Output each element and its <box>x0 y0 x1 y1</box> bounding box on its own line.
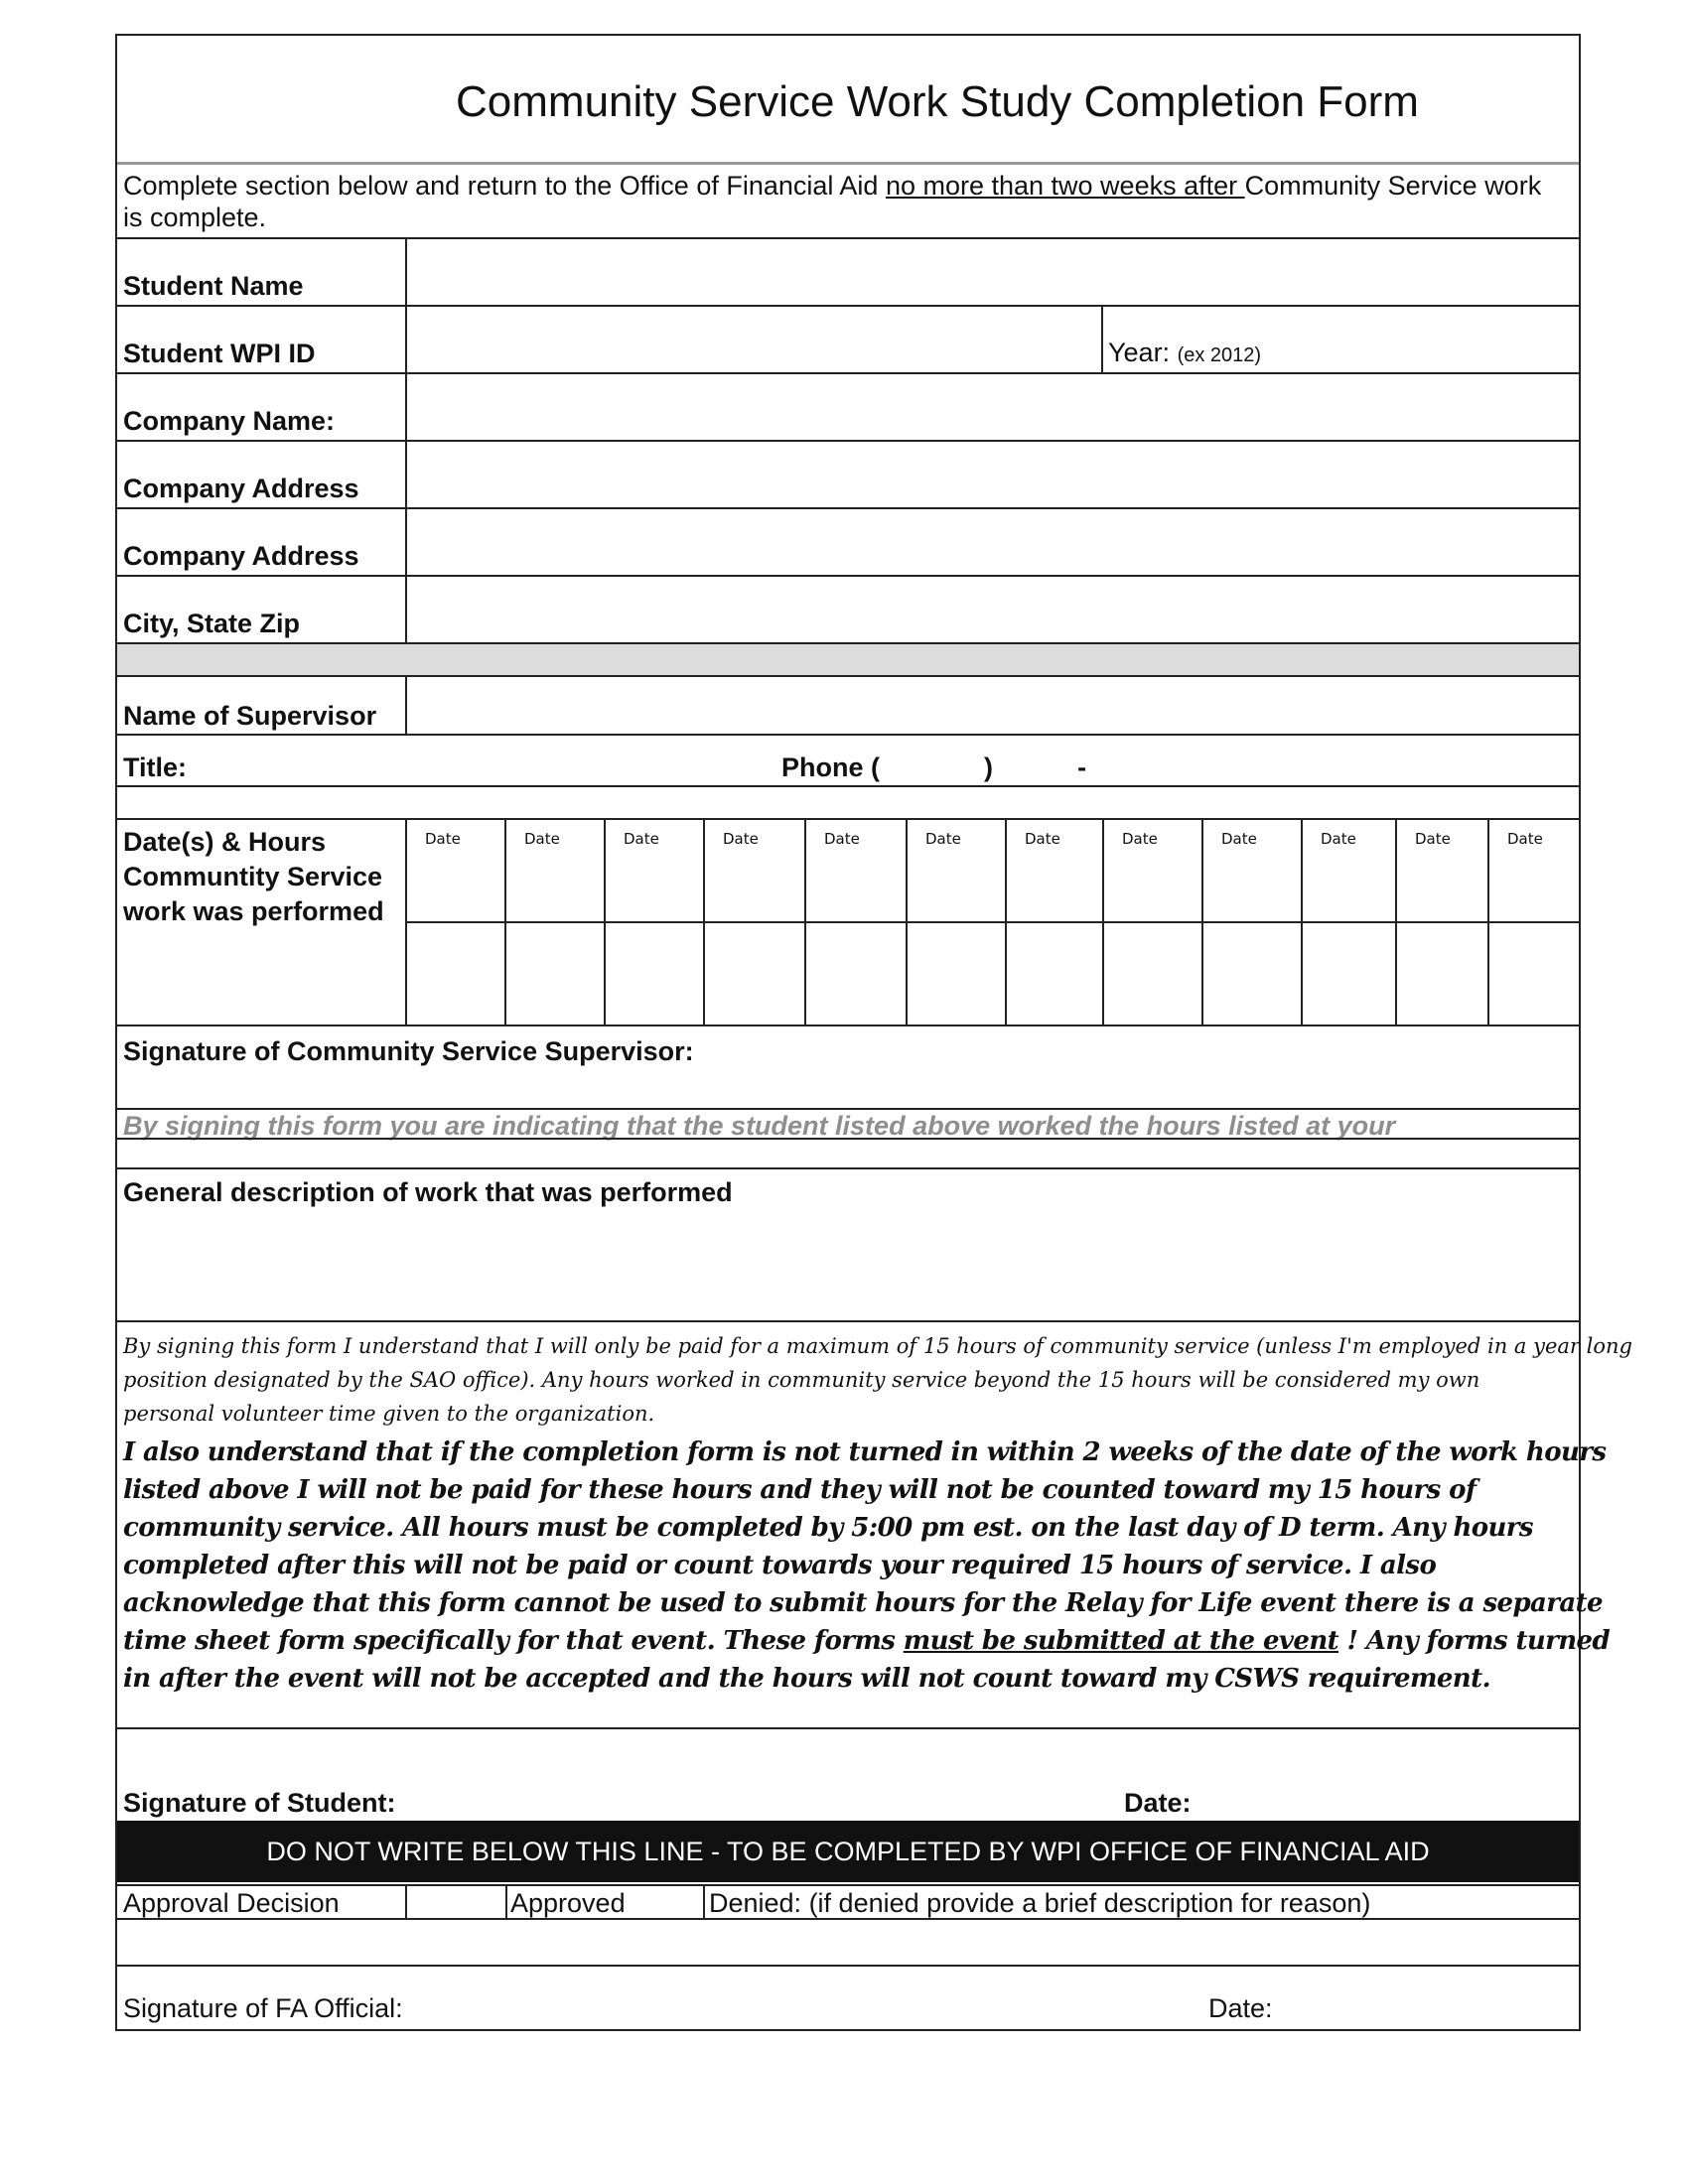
terms-line: personal volunteer time given to the organization. <box>123 1402 655 1426</box>
hours-cell[interactable] <box>705 923 802 1023</box>
company-name-field[interactable] <box>407 374 1579 439</box>
hours-cell[interactable] <box>1489 923 1577 1023</box>
section-separator <box>117 644 1579 675</box>
date-cell-label: Date <box>1415 830 1451 848</box>
completion-form <box>115 34 1632 2031</box>
form-title: Community Service Work Study Completion Form <box>456 77 1419 126</box>
divider <box>505 1884 507 1918</box>
phone-field[interactable] <box>781 752 1086 783</box>
date-cell[interactable] <box>1104 820 1199 919</box>
phone-close: ) <box>984 752 994 782</box>
hours-cell[interactable] <box>606 923 701 1023</box>
student-date-label: Date: <box>1124 1788 1192 1818</box>
year-field[interactable] <box>1108 338 1261 368</box>
terms-line: By signing this form I understand that I will only be paid for a maximum of 15 hours of community service (unless I'm employed in a year long <box>123 1334 1632 1358</box>
date-cell-label: Date <box>1122 830 1158 848</box>
company-address-field[interactable] <box>407 442 1579 506</box>
intro-line2: is complete. <box>123 203 267 232</box>
fa-date-field[interactable] <box>1279 1970 1567 2024</box>
intro-part1: Complete section below and return to the Office of Financial Aid <box>123 171 886 201</box>
date-cell-label: Date <box>1025 830 1060 848</box>
hours-cell[interactable] <box>506 923 602 1023</box>
title-divider <box>117 162 1579 165</box>
date-cell-label: Date <box>925 830 961 848</box>
approved-option[interactable]: Approved <box>510 1888 626 1918</box>
divider <box>1101 305 1103 372</box>
approval-decision-label: Approval Decision <box>123 1888 340 1918</box>
date-cell[interactable] <box>506 820 602 919</box>
year-hint: (ex 2012) <box>1177 344 1262 366</box>
intro-underlined: no more than two weeks after <box>885 171 1245 201</box>
year-label: Year: <box>1108 338 1171 367</box>
date-cell[interactable] <box>1007 820 1100 919</box>
divider <box>117 1024 1579 1026</box>
divider <box>117 1167 1579 1169</box>
terms-bold-line: completed after this will not be paid or count towards your required 15 hours of service. I also <box>123 1551 1437 1580</box>
date-cell[interactable] <box>705 820 802 919</box>
hours-cell[interactable] <box>806 923 904 1023</box>
date-row-divider <box>405 921 1579 923</box>
terms-line6-b: ! Any forms turned <box>1338 1626 1611 1656</box>
phone-dash: - <box>1077 752 1087 782</box>
terms-bold-line: in after the event will not be accepted and the hours will not count toward my CSWS requirement. <box>123 1664 1490 1694</box>
terms-bold-line <box>123 1622 1610 1660</box>
terms-bold-line: acknowledge that this form cannot be used to submit hours for the Relay for Life event there is a separate <box>123 1588 1603 1618</box>
divider <box>405 1884 407 1918</box>
dates-label <box>123 825 384 929</box>
supervisor-name-field[interactable] <box>407 677 1579 734</box>
date-cell-label: Date <box>1321 830 1356 848</box>
date-cell[interactable] <box>407 820 502 919</box>
hours-cell[interactable] <box>1203 923 1299 1023</box>
title-field[interactable] <box>236 736 753 783</box>
date-cell[interactable] <box>908 820 1003 919</box>
title-label: Title: <box>123 752 188 782</box>
date-cell-label: Date <box>1221 830 1257 848</box>
date-cell-label: Date <box>425 830 461 848</box>
terms-bold <box>123 1433 1610 1698</box>
office-use-banner: DO NOT WRITE BELOW THIS LINE - TO BE COMPLETED BY WPI OFFICE OF FINANCIAL AID <box>117 1821 1579 1882</box>
denial-reason-field[interactable] <box>123 1920 1573 1963</box>
student-id-field[interactable] <box>407 307 1102 371</box>
terms-line: position designated by the SAO office). Any hours worked in community service beyond the 15 hours will be considered my own <box>123 1368 1480 1392</box>
company-address-2-field[interactable] <box>407 509 1579 574</box>
student-name-label: Student Name <box>123 271 304 301</box>
terms-bold-line: community service. All hours must be completed by 5:00 pm est. on the last day of D term. Any hours <box>123 1513 1533 1543</box>
city-state-zip-label: City, State Zip <box>123 609 301 638</box>
approval-checkbox[interactable] <box>408 1886 503 1917</box>
hours-cell[interactable] <box>1104 923 1199 1023</box>
student-signature-field[interactable] <box>415 1763 1110 1818</box>
divider <box>117 1727 1579 1729</box>
company-name-label: Company Name: <box>123 406 336 436</box>
terms-line6-underlined: must be submitted at the event <box>903 1626 1339 1656</box>
dates-label-line: work was performed <box>123 896 384 926</box>
date-cell-label: Date <box>723 830 759 848</box>
terms-bold-line: I also understand that if the completion form is not turned in within 2 weeks of the date of the work hours <box>123 1437 1607 1467</box>
date-cell[interactable] <box>606 820 701 919</box>
divider <box>117 1138 1579 1140</box>
supervisor-name-label: Name of Supervisor <box>123 701 377 731</box>
terms-small <box>123 1329 1632 1431</box>
hours-cell[interactable] <box>1007 923 1100 1023</box>
company-address-2-label: Company Address <box>123 541 359 571</box>
description-field[interactable] <box>123 1212 1573 1311</box>
denied-option[interactable]: Denied: (if denied provide a brief description for reason) <box>709 1888 1371 1918</box>
dates-label-line: Date(s) & Hours <box>123 827 327 857</box>
divider <box>117 785 1579 787</box>
intro-text <box>123 171 1541 202</box>
student-id-label: Student WPI ID <box>123 339 316 368</box>
date-cell-label: Date <box>524 830 560 848</box>
date-cell-label: Date <box>624 830 659 848</box>
description-label: General description of work that was performed <box>123 1177 733 1207</box>
company-address-label: Company Address <box>123 474 359 503</box>
date-cell[interactable] <box>1303 820 1393 919</box>
divider <box>703 1884 705 1918</box>
divider <box>117 1320 1579 1322</box>
hours-cell[interactable] <box>407 923 502 1023</box>
student-signature-label: Signature of Student: <box>123 1788 396 1818</box>
divider <box>117 1965 1579 1967</box>
date-cell-label: Date <box>824 830 860 848</box>
fa-signature-field[interactable] <box>415 1970 1209 2024</box>
fa-date-label: Date: <box>1208 1993 1273 2023</box>
hours-cell[interactable] <box>1303 923 1393 1023</box>
terms-line6-a: time sheet form specifically for that event. These forms <box>123 1626 904 1656</box>
student-date-field[interactable] <box>1199 1763 1567 1818</box>
hours-cell[interactable] <box>1397 923 1485 1023</box>
date-cell-label: Date <box>1507 830 1543 848</box>
supervisor-signature-note: By signing this form you are indicating that the student listed above worked the hours listed at your <box>123 1111 1396 1141</box>
divider <box>117 1884 1579 1886</box>
intro-part2: Community Service work <box>1244 171 1542 201</box>
date-cell[interactable] <box>806 820 904 919</box>
terms-bold-line: listed above I will not be paid for these hours and they will not be counted toward my 15 hours of <box>123 1475 1477 1505</box>
date-cell[interactable] <box>1203 820 1299 919</box>
hours-cell[interactable] <box>908 923 1003 1023</box>
divider <box>117 1108 1579 1110</box>
dates-label-line: Communtity Service <box>123 862 383 891</box>
date-cell[interactable] <box>1397 820 1485 919</box>
city-state-zip-field[interactable] <box>407 577 1579 641</box>
supervisor-signature-field[interactable] <box>123 1068 1573 1103</box>
date-cell[interactable] <box>1489 820 1577 919</box>
fa-signature-label: Signature of FA Official: <box>123 1993 403 2023</box>
supervisor-signature-label: Signature of Community Service Supervisor: <box>123 1036 694 1066</box>
phone-label: Phone ( <box>781 752 880 782</box>
student-name-field[interactable] <box>407 239 1579 304</box>
